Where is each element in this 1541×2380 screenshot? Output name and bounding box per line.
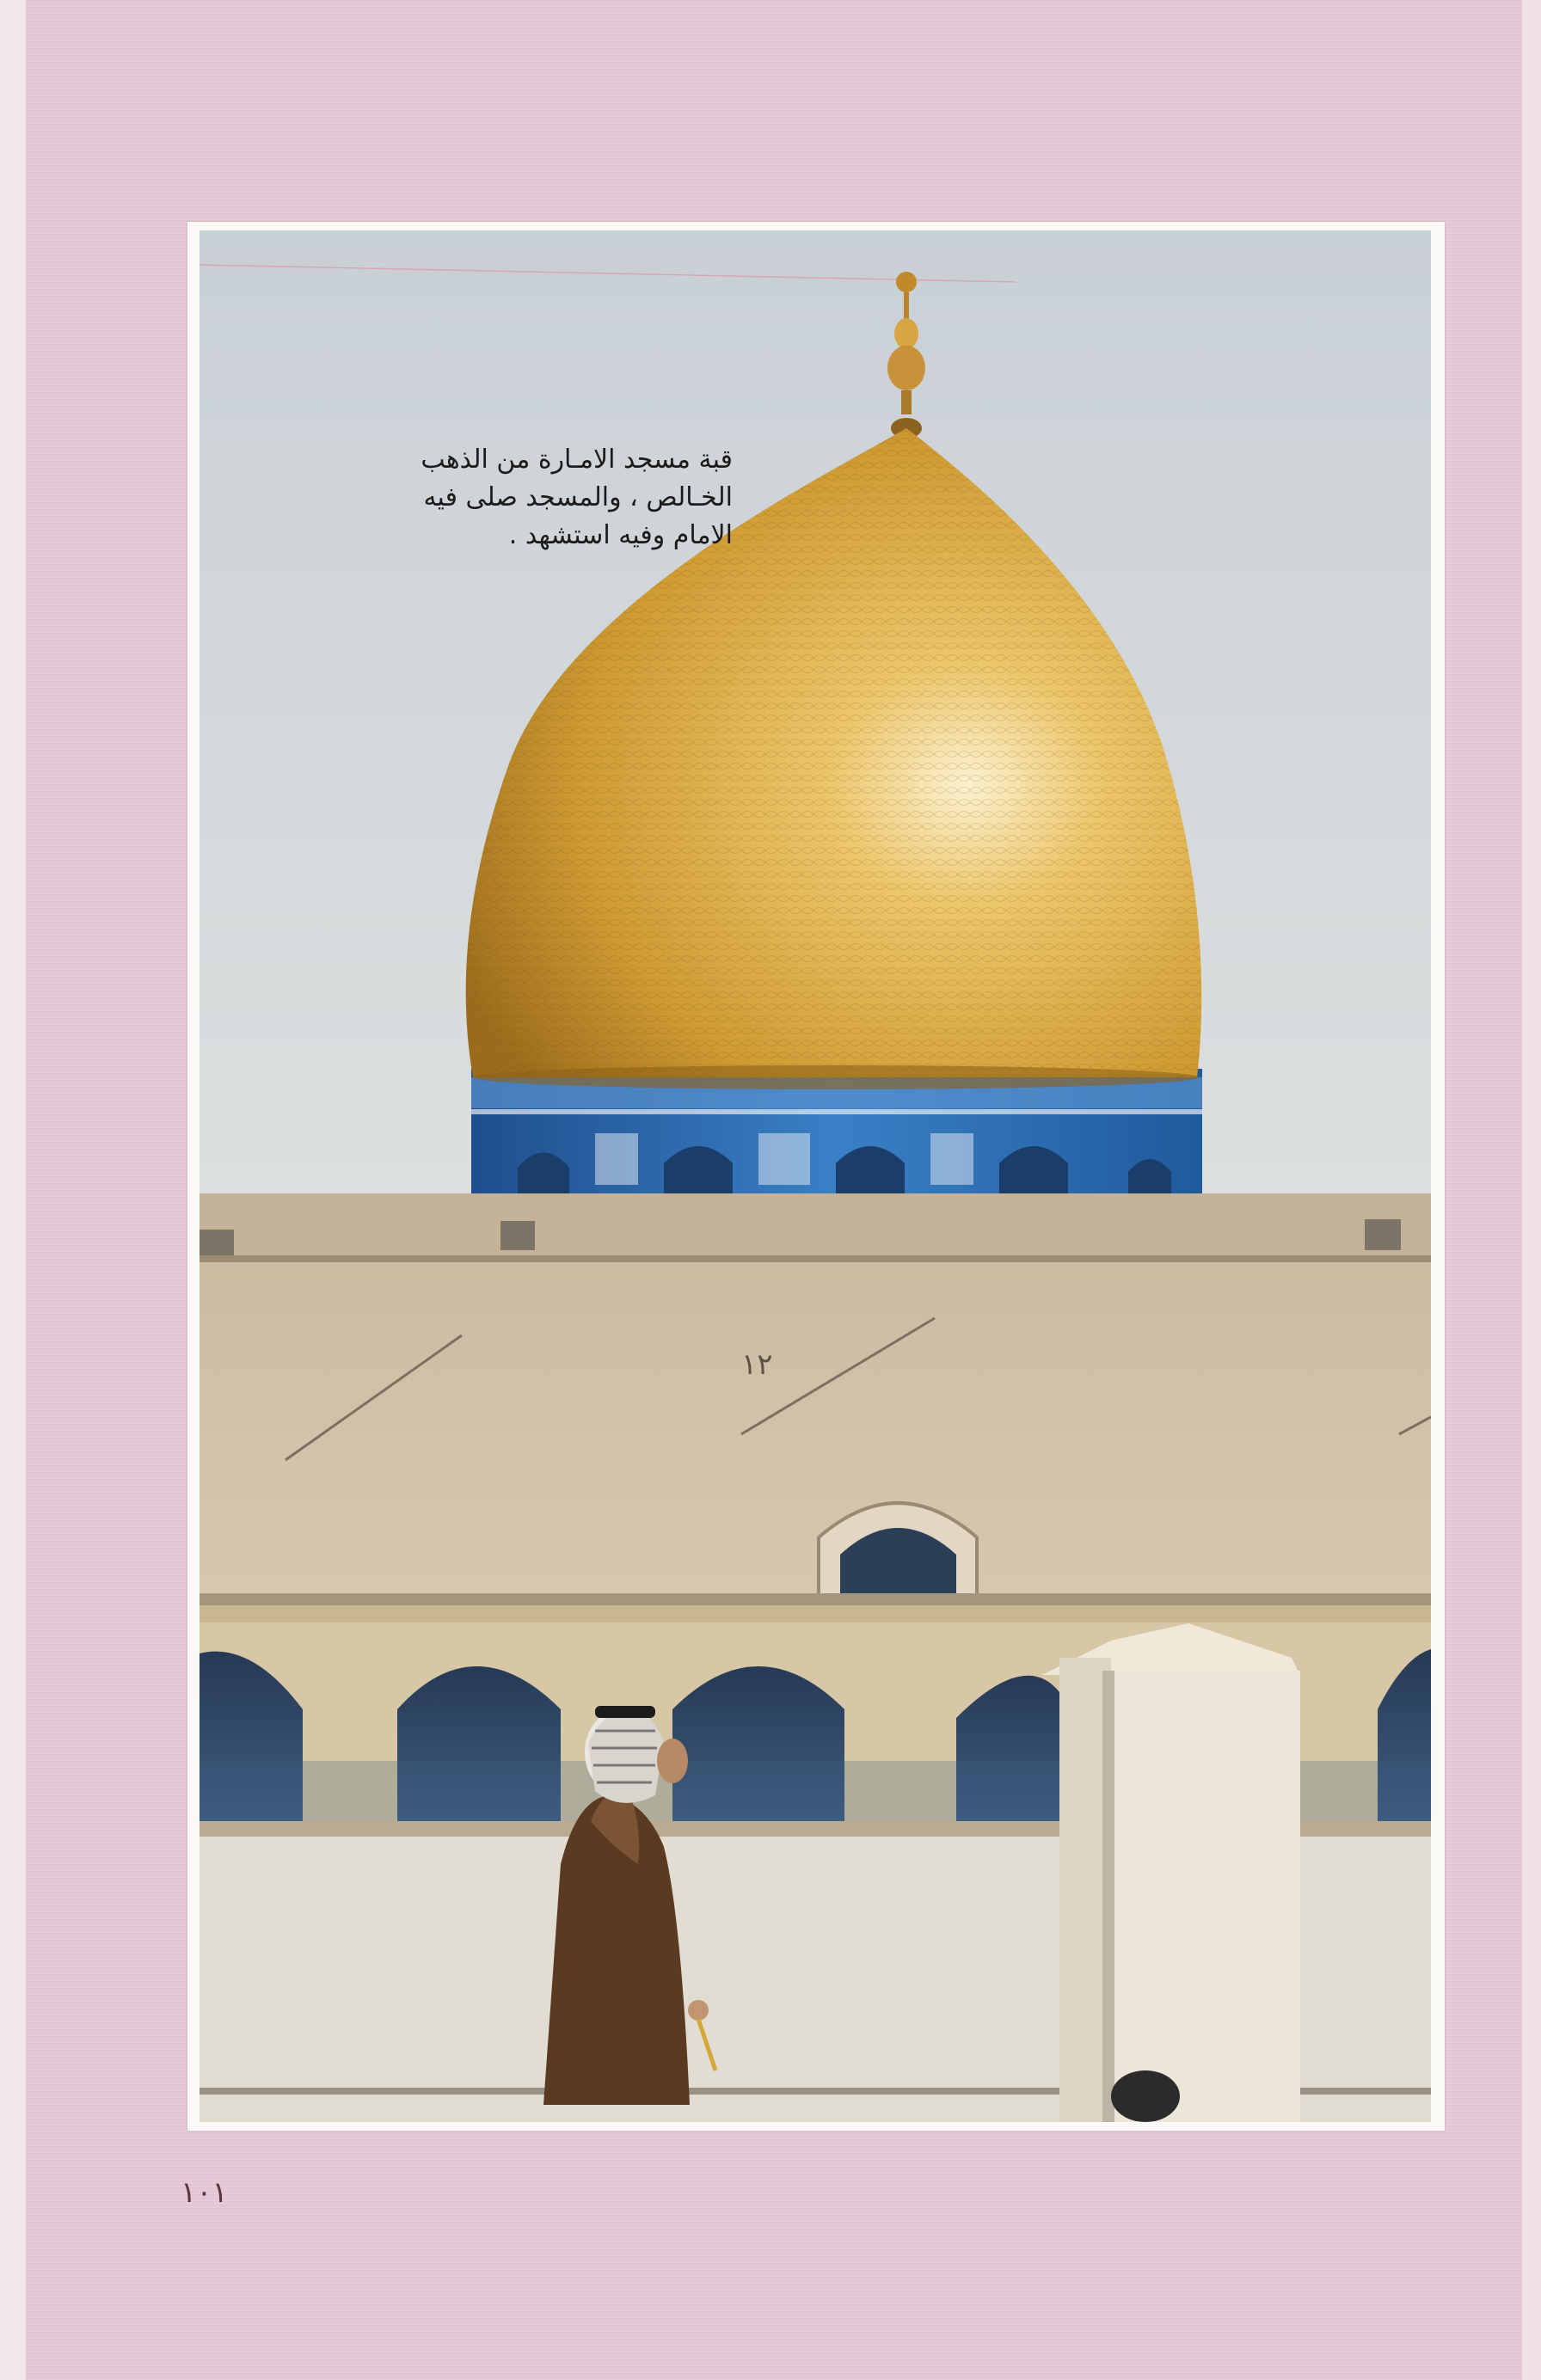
caption-line-1: قبة مسجد الامـارة من الذهب — [421, 445, 733, 475]
white-pillar — [1042, 1623, 1300, 2122]
page-number: ١٠١ — [181, 2175, 228, 2210]
caption-line-2: الخـالص ، والمسجد صلى فيه — [423, 482, 733, 512]
photo-caption — [346, 441, 733, 555]
photo-frame — [187, 222, 1445, 2131]
upper-wall — [200, 1193, 1431, 1262]
page-edge-left — [0, 0, 26, 2380]
mosque-photo — [200, 230, 1431, 2122]
main-wall — [200, 1262, 1431, 1605]
page-edge-right — [1522, 0, 1541, 2380]
caption-line-3: الامام وفيه استشهد . — [508, 520, 733, 550]
svg-text:١٢: ١٢ — [741, 1347, 773, 1382]
